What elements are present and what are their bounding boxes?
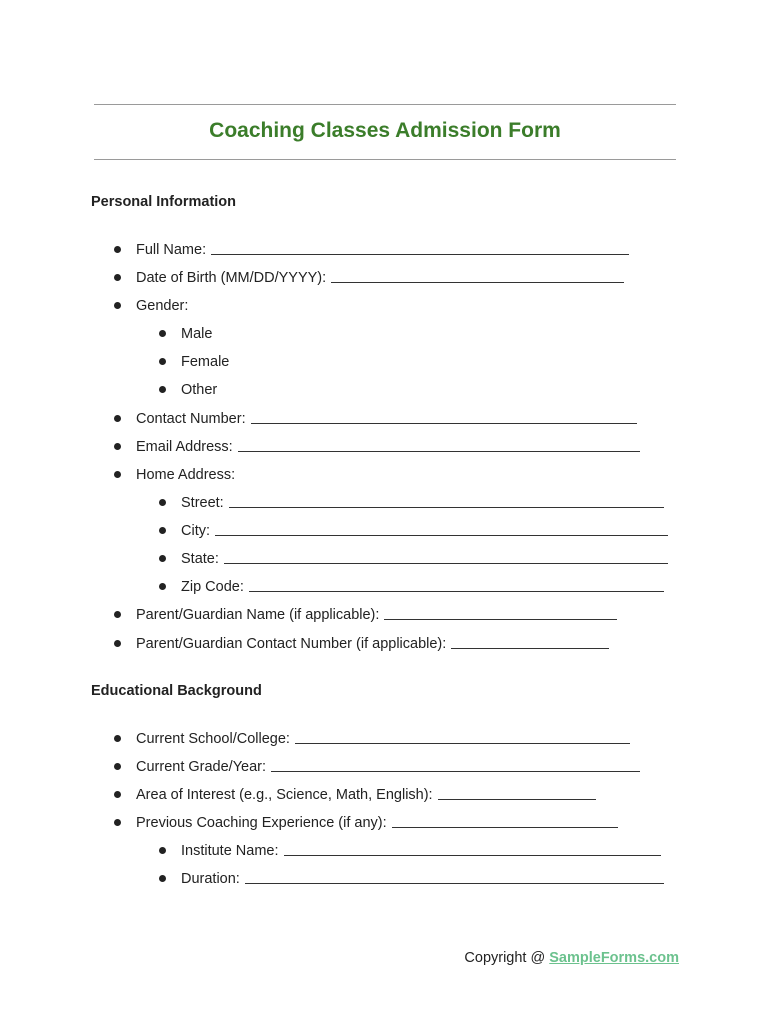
field-zip-code bbox=[181, 577, 664, 597]
bullet bbox=[114, 274, 121, 281]
bullet bbox=[114, 735, 121, 742]
field-home-address bbox=[136, 465, 235, 485]
area-of-interest-label: Area of Interest (e.g., Science, Math, English): bbox=[136, 787, 433, 803]
sub-bullet bbox=[159, 583, 166, 590]
field-contact-number bbox=[136, 409, 637, 429]
sub-bullet bbox=[159, 386, 166, 393]
field-gender bbox=[136, 296, 188, 316]
section-heading-education: Educational Background bbox=[91, 683, 262, 699]
sub-bullet bbox=[159, 527, 166, 534]
zip-code-blank[interactable] bbox=[249, 577, 664, 592]
sampleforms-link[interactable]: SampleForms.com bbox=[549, 950, 679, 966]
sub-bullet bbox=[159, 499, 166, 506]
gender-option-label: Male bbox=[181, 326, 213, 342]
sub-bullet bbox=[159, 555, 166, 562]
field-email bbox=[136, 437, 640, 457]
institute-name-label: Institute Name: bbox=[181, 843, 279, 859]
guardian-name-blank[interactable] bbox=[384, 605, 617, 620]
field-institute-name bbox=[181, 841, 661, 861]
current-school-blank[interactable] bbox=[295, 729, 630, 744]
gender-option-label: Other bbox=[181, 382, 218, 398]
state-label: State: bbox=[181, 551, 219, 567]
field-area-of-interest bbox=[136, 785, 596, 805]
field-current-grade bbox=[136, 757, 640, 777]
bullet bbox=[114, 443, 121, 450]
gender-option-other[interactable] bbox=[181, 380, 217, 400]
city-blank[interactable] bbox=[215, 521, 668, 536]
bullet bbox=[114, 763, 121, 770]
street-blank[interactable] bbox=[229, 493, 664, 508]
current-grade-blank[interactable] bbox=[271, 757, 640, 772]
field-street bbox=[181, 493, 664, 513]
bullet bbox=[114, 302, 121, 309]
sub-bullet bbox=[159, 847, 166, 854]
field-current-school bbox=[136, 729, 630, 749]
duration-blank[interactable] bbox=[245, 869, 664, 884]
dob-blank[interactable] bbox=[331, 268, 624, 283]
current-school-label: Current School/College: bbox=[136, 731, 290, 747]
current-grade-label: Current Grade/Year: bbox=[136, 759, 267, 775]
bullet bbox=[114, 611, 121, 618]
field-state bbox=[181, 549, 668, 569]
state-blank[interactable] bbox=[224, 549, 668, 564]
gender-option-label: Female bbox=[181, 354, 230, 370]
bullet bbox=[114, 640, 121, 647]
street-label: Street: bbox=[181, 495, 224, 511]
city-label: City: bbox=[181, 523, 210, 539]
guardian-name-label: Parent/Guardian Name (if applicable): bbox=[136, 607, 380, 623]
previous-coaching-label: Previous Coaching Experience (if any): bbox=[136, 815, 387, 831]
bullet bbox=[114, 415, 121, 422]
area-of-interest-blank[interactable] bbox=[438, 785, 596, 800]
sub-bullet bbox=[159, 875, 166, 882]
home-address-label: Home Address: bbox=[136, 467, 236, 483]
field-guardian-name bbox=[136, 605, 617, 625]
zip-code-label: Zip Code: bbox=[181, 579, 244, 595]
contact-number-label: Contact Number: bbox=[136, 411, 246, 427]
field-full-name bbox=[136, 240, 629, 260]
dob-label: Date of Birth (MM/DD/YYYY): bbox=[136, 270, 327, 286]
form-title: Coaching Classes Admission Form bbox=[209, 119, 561, 142]
copyright-text: Copyright @ bbox=[464, 950, 550, 966]
duration-label: Duration: bbox=[181, 871, 240, 887]
bullet bbox=[114, 819, 121, 826]
gender-label: Gender: bbox=[136, 298, 189, 314]
institute-name-blank[interactable] bbox=[284, 841, 661, 856]
contact-number-blank[interactable] bbox=[251, 409, 637, 424]
previous-coaching-blank[interactable] bbox=[392, 813, 618, 828]
email-label: Email Address: bbox=[136, 439, 233, 455]
field-guardian-contact bbox=[136, 634, 609, 654]
bullet bbox=[114, 791, 121, 798]
field-dob bbox=[136, 268, 624, 288]
bullet bbox=[114, 471, 121, 478]
guardian-contact-label: Parent/Guardian Contact Number (if applicable): bbox=[136, 636, 447, 652]
field-previous-coaching bbox=[136, 813, 618, 833]
field-city bbox=[181, 521, 668, 541]
section-heading-personal: Personal Information bbox=[91, 194, 237, 210]
gender-option-female[interactable] bbox=[181, 352, 229, 372]
full-name-label: Full Name: bbox=[136, 242, 207, 258]
title-rule bbox=[94, 159, 676, 160]
field-duration bbox=[181, 869, 664, 889]
gender-option-male[interactable] bbox=[181, 324, 212, 344]
email-blank[interactable] bbox=[238, 437, 640, 452]
full-name-blank[interactable] bbox=[211, 240, 629, 255]
sub-bullet bbox=[159, 330, 166, 337]
sub-bullet bbox=[159, 358, 166, 365]
copyright-footer bbox=[464, 950, 679, 966]
guardian-contact-blank[interactable] bbox=[451, 634, 609, 649]
bullet bbox=[114, 246, 121, 253]
top-rule bbox=[94, 104, 676, 105]
